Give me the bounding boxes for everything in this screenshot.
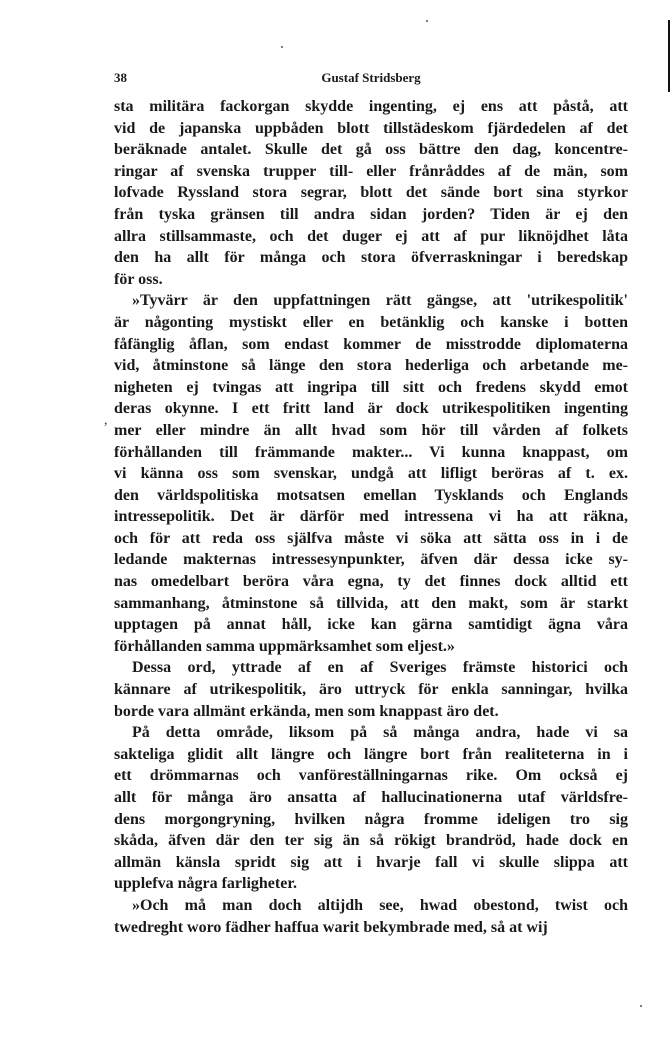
text-line: borde vara allmänt erkända, men som knappast äro det. bbox=[114, 702, 499, 720]
text-line: allmän känsla spridt sig att i hvarje fall vi skulle slippa att bbox=[114, 853, 628, 871]
text-line: vi känna oss som svenskar, undgå att lifligt beröras af t. ex. bbox=[114, 465, 628, 483]
text-line: På detta område, liksom på så många andra, hade vi sa bbox=[132, 724, 628, 742]
text-line: nigheten ej tvingas att ingripa till sitt och fredens skydd emot bbox=[114, 378, 628, 396]
page-edge-line bbox=[668, 20, 670, 92]
margin-mark: , bbox=[104, 413, 108, 428]
text-line: upplefva några farligheter. bbox=[114, 875, 297, 893]
text-line: allra stillsammaste, och det duger ej att af pur liknöjdhet låta bbox=[114, 227, 628, 245]
text-line: vid de japanska uppbåden blott tillstädeskom fjärdedelen af det bbox=[114, 119, 628, 137]
text-line: förhållanden till främmande makter... Vi kunna knappast, om bbox=[114, 443, 628, 461]
speck bbox=[426, 20, 428, 22]
text-line: förhållanden samma uppmärksamhet som eljest.» bbox=[114, 637, 455, 655]
text-line: »Och må man doch altijdh see, hwad obestond, twist och bbox=[132, 896, 628, 914]
text-line: lofvade Ryssland stora segrar, blott det sände bort sina styrkor bbox=[114, 184, 628, 202]
text-line: fåfänglig åflan, som endast kommer de misstrodde diplomaterna bbox=[114, 335, 628, 353]
paragraph bbox=[114, 722, 628, 895]
text-line: sammanhang, åtminstone så tillvida, att den makt, som är starkt bbox=[114, 594, 628, 612]
page-header bbox=[114, 66, 628, 88]
text-line: twedreght woro fädher haffua warit bekymbrade med, så at wij bbox=[114, 918, 548, 936]
text-line: ringar af svenska trupper till- eller frånråddes af de män, som bbox=[114, 162, 628, 180]
text-line: sakteliga glidit allt längre och längre bort från realiteterna in i bbox=[114, 745, 628, 763]
text-line: dens morgongryning, hvilken några fromme ideligen tro sig bbox=[114, 810, 628, 828]
text-line: ledande makternas intressesynpunkter, äfven där dessa icke sy- bbox=[114, 551, 628, 569]
text-line: den ha allt för många och stora öfverraskningar i beredskap bbox=[114, 249, 628, 267]
speck bbox=[640, 1005, 642, 1007]
body-text bbox=[114, 96, 628, 938]
text-line: sta militära fackorgan skydde ingenting, ej ens att påstå, att bbox=[114, 98, 628, 115]
text-line: mer eller mindre än allt hvad som hör till vården af folkets bbox=[114, 421, 628, 439]
paragraph bbox=[114, 290, 628, 657]
speck bbox=[281, 46, 283, 48]
text-line: deras okynne. I ett fritt land är dock utrikespolitiken ingenting bbox=[114, 400, 628, 418]
text-line: är någonting mystiskt eller en betänklig och kanske i botten bbox=[114, 313, 628, 331]
text-line: upptagen på annat håll, icke kan gärna samtidigt ägna våra bbox=[114, 616, 628, 634]
paragraph bbox=[114, 96, 628, 290]
running-title: Gustaf Stridsberg bbox=[321, 70, 421, 85]
paragraph bbox=[114, 657, 628, 722]
text-line: den världspolitiska motsatsen emellan Tysklands och Englands bbox=[114, 486, 628, 504]
text-line: Dessa ord, yttrade af en af Sveriges främste historici och bbox=[132, 659, 628, 677]
text-line: och för att reda oss själfva måste vi söka att sätta oss in i de bbox=[114, 529, 628, 547]
text-line: kännare af utrikespolitik, äro uttryck för enkla sanningar, hvilka bbox=[114, 681, 628, 699]
text-line: vid, åtminstone så länge den stora hederliga och arbetande me- bbox=[114, 357, 628, 375]
text-line: från tyska gränsen till andra sidan jorden? Tiden är ej den bbox=[114, 205, 628, 223]
text-line: allt för många äro ansatta af hallucinationerna utaf världsfre- bbox=[114, 789, 628, 806]
page-number: 38 bbox=[114, 70, 127, 85]
text-line: intressepolitik. Det är därför med intressena vi ha att räkna, bbox=[114, 508, 628, 526]
text-line: för oss. bbox=[114, 270, 163, 288]
text-line: beräknade antalet. Skulle det gå oss bättre den dag, koncentre- bbox=[114, 141, 628, 159]
text-line: nas omedelbart beröra våra egna, ty det finnes dock alltid ett bbox=[114, 573, 628, 591]
text-line: ett drömmarnas och vanföreställningarnas rike. Om också ej bbox=[114, 767, 628, 785]
text-line: skåda, äfven där den ter sig än så rökigt brandröd, hade dock en bbox=[114, 832, 628, 850]
paragraph bbox=[114, 895, 628, 938]
text-line: »Tyvärr är den uppfattningen rätt gängse, att 'utrikespolitik' bbox=[132, 292, 628, 310]
